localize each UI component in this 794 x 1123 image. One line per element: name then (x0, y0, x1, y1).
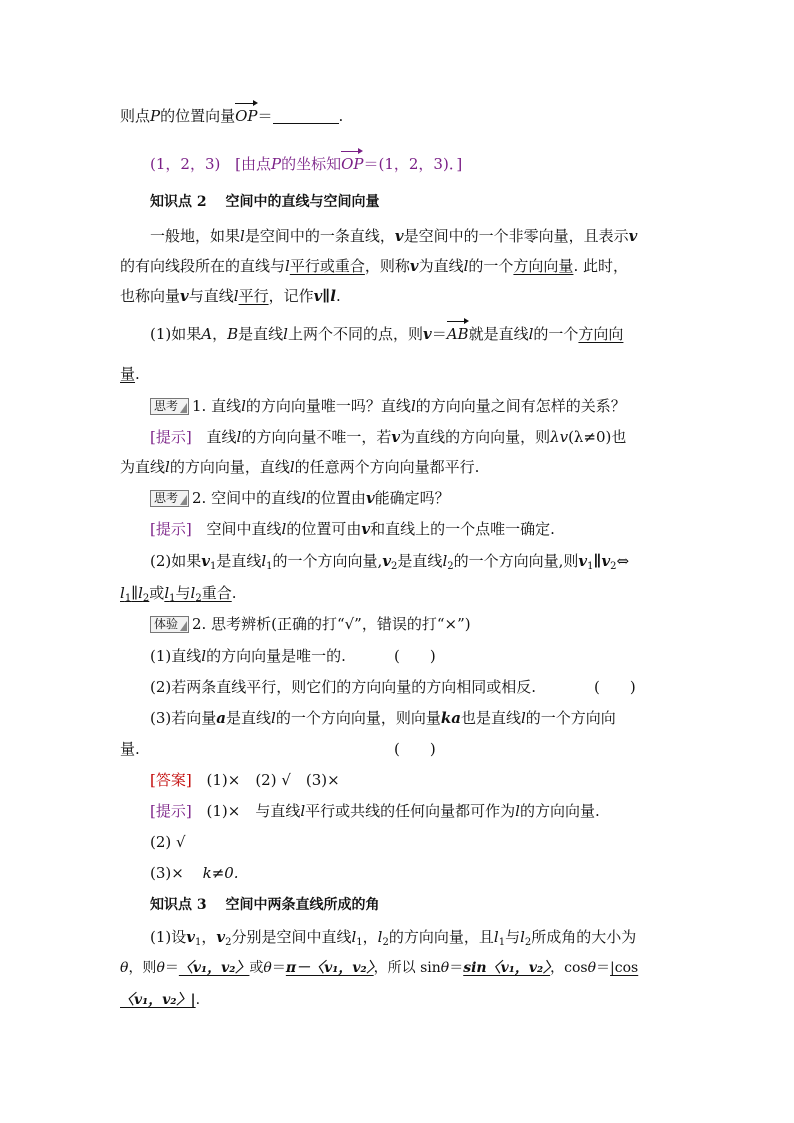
hint2 (150, 519, 555, 539)
text: (λ≠0)也 (568, 428, 627, 446)
text: 的一个方向向 (525, 709, 616, 727)
text: 的方向向量之间有怎样的关系？ (415, 397, 626, 415)
underlined-answer: 〈v₁，v₂〉 (178, 960, 250, 976)
symbol-l: l (301, 489, 306, 507)
question-3-paren: ( ) (394, 740, 436, 758)
text: 是空间中的一条直线， (244, 227, 395, 245)
symbol-l: l (463, 257, 469, 275)
text: (1)直线 (150, 647, 202, 665)
answer-blank (273, 109, 339, 124)
text: . (195, 992, 201, 1008)
subscript: 1 (356, 937, 363, 948)
symbol-l: ∥l (131, 584, 143, 602)
text: 或 (249, 960, 264, 976)
hint3-line2: (2) √ (150, 833, 186, 851)
text: 和直线上的一个点唯一确定. (370, 520, 555, 538)
hint1-line2 (120, 457, 479, 477)
text: 与直线 (188, 287, 234, 305)
symbol-l: l (410, 397, 416, 415)
answer-text: (1)× (2) √ (3)× (206, 771, 340, 789)
theta: θ (120, 960, 129, 976)
symbol-v: ∥v (593, 552, 611, 570)
text: 的方向向量，且 (388, 928, 494, 946)
symbol-v: v (382, 552, 392, 570)
think-tag: 思考 (150, 398, 189, 415)
text: 的方向向量唯一吗？直线 (245, 397, 411, 415)
question-3-line2 (120, 739, 140, 759)
item2-line1 (150, 551, 629, 577)
symbol-l: l (300, 802, 306, 820)
symbol-l: l (261, 552, 267, 570)
item1-line2 (120, 364, 140, 384)
symbol-v: v (391, 428, 401, 446)
text: ⇔ (616, 552, 630, 570)
text: . 此时， (573, 257, 628, 275)
text: 的有向线段所在的直线与 (120, 257, 286, 275)
symbol-l: l (520, 928, 525, 946)
symbol-l: l (528, 325, 534, 343)
text: 或 (149, 584, 165, 602)
subscript: 1 (194, 937, 202, 948)
underlined-answer: 方向向 (578, 325, 624, 343)
text: 的位置可由 (286, 520, 362, 538)
symbol-l: l (285, 257, 290, 275)
underlined-answer (164, 584, 231, 602)
text: 的一个 (533, 325, 579, 343)
text: 是直线 (225, 709, 271, 727)
underlined-answer: 方向向量 (513, 257, 574, 275)
text: 为直线 (120, 458, 166, 476)
underlined-answer: π－〈v₁，v₂〉 (285, 960, 374, 976)
text: ，则 (128, 960, 157, 976)
symbol-v: v (578, 552, 588, 570)
question-2-paren: ( ) (594, 678, 636, 696)
text: 的一个 (468, 257, 514, 275)
text: 为直线的方向向量，则 (400, 428, 551, 446)
experience-header (150, 614, 471, 634)
subscript: 2 (524, 937, 532, 948)
text: . (135, 365, 140, 383)
lambda-v: λv (550, 428, 569, 446)
k-condition: k≠0. (202, 864, 239, 882)
text: 与 (505, 928, 521, 946)
question-3-line1 (150, 708, 616, 728)
symbol-l: l (233, 287, 239, 305)
underlined-answer: 平行 (238, 287, 269, 305)
heading-title: 空间中的直线与空间向量 (225, 194, 380, 210)
item1-line1 (150, 324, 623, 344)
symbol-l: l (271, 709, 276, 727)
underlined-answer: 量 (120, 365, 136, 383)
text: 平行或共线的任何向量都可作为 (305, 802, 516, 820)
text: 则点 (120, 107, 151, 125)
subscript: 2 (382, 937, 389, 948)
text: [由点 (235, 155, 271, 173)
text: (2)如果 (150, 552, 202, 570)
symbol-l: l (241, 397, 246, 415)
text: (1)如果 (150, 325, 202, 343)
text: 分别是空间中直线 (231, 928, 352, 946)
symbol-l: l (289, 458, 295, 476)
para1-line3 (120, 286, 341, 306)
symbol-v: v (628, 227, 638, 245)
symbol-l: l (520, 709, 526, 727)
text: ， (201, 928, 217, 946)
text: ＝ (257, 107, 273, 125)
position-vector-answer (150, 154, 462, 174)
text: 也是直线 (460, 709, 521, 727)
point-b: B (227, 325, 239, 343)
text: 能确定吗？ (374, 489, 450, 507)
symbol-l: l (493, 928, 499, 946)
text: ，所以 sin (373, 960, 441, 976)
underlined-answer: |cos (610, 960, 639, 976)
symbol-v: v (180, 287, 189, 305)
text: ， (212, 325, 228, 343)
text: 就是直线 (468, 325, 529, 343)
position-vector-question (120, 106, 343, 126)
text: . (231, 584, 237, 602)
heading-number: 知识点 3 (150, 897, 207, 913)
text: (3)若向量 (150, 709, 217, 727)
text: ＝(1，2，3)．] (363, 155, 463, 173)
subscript: 1 (209, 561, 217, 572)
text: . (335, 287, 341, 305)
text: 1. 直线 (192, 397, 242, 415)
vector-op: OP (341, 155, 364, 173)
vector-ab: AB (446, 325, 469, 343)
subscript: 1 (124, 593, 132, 604)
hint3-line1 (150, 801, 600, 821)
hint-tag: [提示] (150, 802, 192, 820)
answer-coords: (1，2，3) (150, 155, 221, 173)
point-p: P (270, 155, 282, 173)
text: ＝ (164, 960, 179, 976)
para1-line1 (150, 226, 637, 246)
symbol-v: v (365, 489, 375, 507)
think1 (150, 396, 626, 416)
question-1-paren: ( ) (394, 647, 436, 665)
text: 直线 (206, 428, 237, 446)
text: 的任意两个方向向量都平行. (294, 458, 480, 476)
text: 与 (175, 584, 191, 602)
parallel-notation: v∥l (313, 287, 336, 305)
heading-number: 知识点 2 (150, 194, 207, 210)
section-heading-2 (150, 192, 380, 212)
point-p: P (150, 107, 161, 125)
subscript: 2 (391, 561, 398, 572)
text: ＝ (271, 960, 286, 976)
symbol-l: l (201, 647, 207, 665)
text: 为直线 (418, 257, 464, 275)
symbol-l: l (164, 584, 170, 602)
item3-line3 (120, 990, 200, 1010)
text: 也称向量 (120, 287, 181, 305)
text: 量. (120, 740, 140, 758)
subscript: 1 (169, 593, 176, 604)
answer-line (150, 770, 340, 790)
subscript: 1 (266, 561, 273, 572)
symbol-ka: ka (440, 709, 461, 727)
text: ，cos (550, 960, 588, 976)
text: 所成角的大小为 (531, 928, 637, 946)
text: 上两个不同的点，则 (287, 325, 423, 343)
symbol-l: l (283, 325, 288, 343)
symbol-l: l (515, 802, 520, 820)
underlined-answer (120, 584, 149, 602)
vector-op: OP (235, 107, 258, 125)
symbol-l: l (165, 458, 170, 476)
item2-line2 (120, 583, 237, 609)
text: (1)设 (150, 928, 187, 946)
text: ＝ (431, 325, 447, 343)
text: 的一个方向向量, (272, 552, 383, 570)
underlined-answer: 平行或重合 (289, 257, 365, 275)
text: ＝ (596, 960, 611, 976)
text: ＝ (449, 960, 464, 976)
text: 是空间中的一个非零向量，且表示 (403, 227, 629, 245)
text: (3)× (150, 864, 184, 882)
subscript: 2 (195, 593, 202, 604)
symbol-l: l (240, 227, 245, 245)
text: 的方向向量，直线 (169, 458, 290, 476)
subscript: 2 (225, 937, 232, 948)
hint1-line1 (150, 427, 626, 447)
question-1 (150, 646, 346, 666)
subscript: 1 (498, 937, 506, 948)
text: 的坐标知 (281, 155, 342, 173)
para1-line2 (120, 256, 628, 276)
symbol-v: v (394, 227, 404, 245)
think-tag: 思考 (150, 490, 189, 507)
symbol-l: l (281, 520, 287, 538)
symbol-l: l (442, 552, 448, 570)
hint-tag: [提示] (150, 520, 192, 538)
symbol-v: v (216, 928, 226, 946)
text: . (338, 107, 344, 125)
text: ，记作 (268, 287, 314, 305)
subscript: 2 (610, 561, 617, 572)
symbol-v: v (361, 520, 371, 538)
question-2 (150, 677, 536, 697)
subscript: 2 (447, 561, 454, 572)
item3-line2 (120, 958, 638, 978)
theta: θ (587, 960, 597, 976)
think2 (150, 488, 450, 508)
subscript: 2 (142, 593, 150, 604)
section-heading-3 (150, 895, 380, 915)
text: 的方向向量不唯一，若 (241, 428, 392, 446)
text: 的一个方向向量，则向量 (275, 709, 441, 727)
text: 的方向向量是唯一的. (206, 647, 346, 665)
theta: θ (156, 960, 165, 976)
point-a: A (201, 325, 213, 343)
text: 的一个方向向量,则 (453, 552, 579, 570)
symbol-l: l (190, 584, 196, 602)
symbol-v: v (422, 325, 432, 343)
symbol-l: l (377, 928, 383, 946)
symbol-v: v (409, 257, 419, 275)
experience-tag: 体验 (150, 616, 189, 633)
theta: θ (263, 960, 272, 976)
hint-tag: [提示] (150, 428, 192, 446)
symbol-l: l (120, 584, 125, 602)
subscript: 1 (587, 561, 594, 572)
text: 是直线 (216, 552, 262, 570)
text: ，则称 (364, 257, 410, 275)
heading-title: 空间中两条直线所成的角 (225, 897, 380, 913)
item3-line1 (150, 927, 636, 953)
text: ， (362, 928, 378, 946)
text: 的位置由 (305, 489, 366, 507)
text: 重合 (201, 584, 232, 602)
symbol-v: v (186, 928, 195, 946)
underlined-answer: 〈v₁，v₂〉| (120, 992, 196, 1008)
theta: θ (440, 960, 450, 976)
symbol-l: l (236, 428, 242, 446)
text: 的方向向量. (519, 802, 600, 820)
text: 是直线 (238, 325, 284, 343)
text: (2)若两条直线平行，则它们的方向向量的方向相同或相反. (150, 678, 537, 696)
hint3-line3 (150, 863, 239, 883)
underlined-answer: sin〈v₁，v₂〉 (463, 960, 551, 976)
text: 2. 思考辨析(正确的打“√”，错误的打“×”) (192, 615, 471, 633)
text: 空间中直线 (206, 520, 282, 538)
symbol-l: l (351, 928, 357, 946)
text: 的位置向量 (160, 107, 236, 125)
symbol-a: a (216, 709, 226, 727)
text: 一般地，如果 (150, 227, 241, 245)
text: (1)× 与直线 (206, 802, 301, 820)
text: 是直线 (397, 552, 443, 570)
symbol-v: v (201, 552, 210, 570)
text: 2. 空间中的直线 (192, 489, 302, 507)
answer-tag: [答案] (150, 771, 192, 789)
